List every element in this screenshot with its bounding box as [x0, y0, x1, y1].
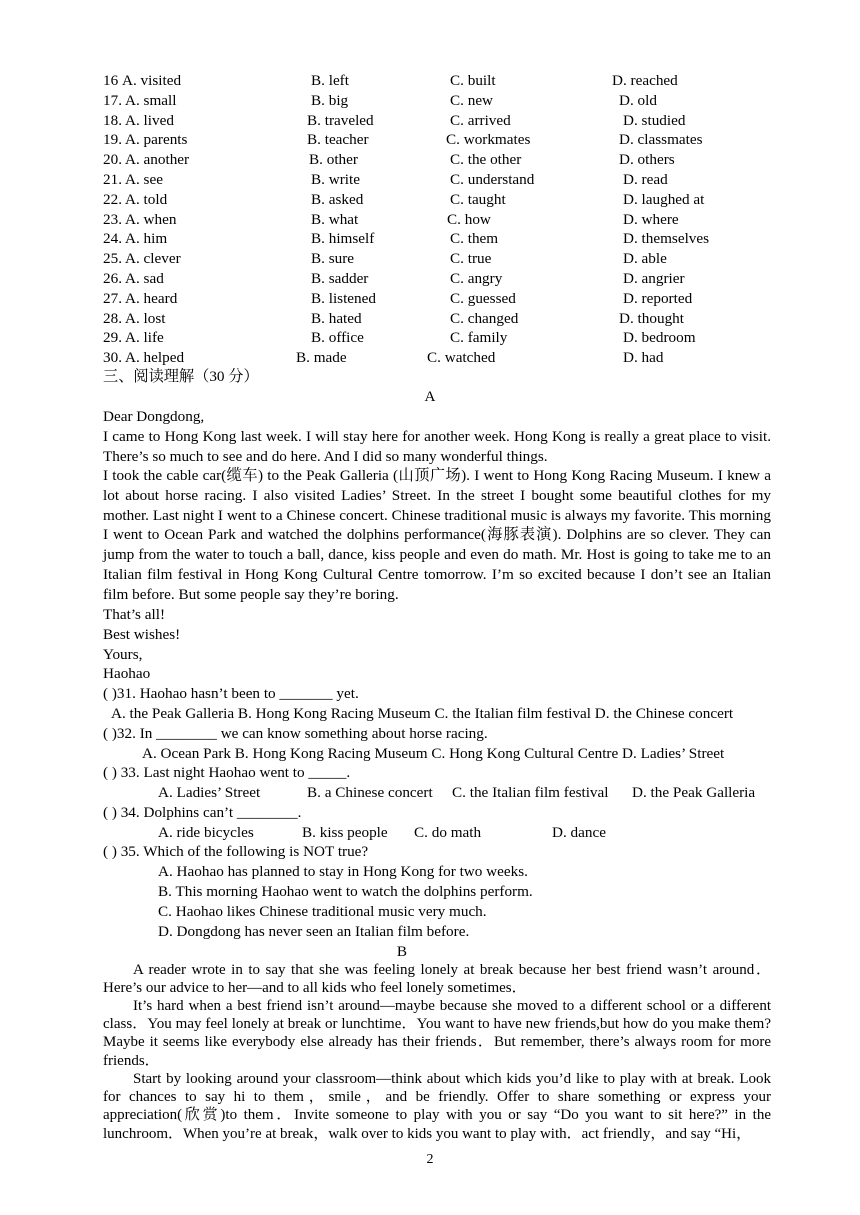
- option-d: D. studied: [623, 111, 686, 129]
- option-c: C. family: [450, 329, 508, 347]
- question-34-option-c: C. do math: [414, 824, 482, 841]
- option-d: D. angrier: [623, 270, 685, 287]
- option-a: A. visited: [122, 72, 182, 89]
- option-d: D. read: [623, 171, 668, 188]
- option-a: A. told: [125, 190, 168, 208]
- cloze-row: [0, 289, 860, 309]
- option-a: A. small: [125, 91, 177, 109]
- option-c: C. workmates: [446, 131, 531, 149]
- option-b: B. write: [311, 171, 360, 188]
- letter-closing-1: That’s all!: [103, 606, 165, 623]
- option-d: D. thought: [619, 309, 684, 327]
- passage-a-label: A: [424, 388, 436, 405]
- option-a: A. sad: [125, 270, 164, 287]
- option-d: D. had: [623, 349, 664, 367]
- option-b: B. asked: [311, 190, 364, 208]
- question-32-options: A. Ocean Park B. Hong Kong Racing Museum C. Hong Kong Cultural Centre D. Ladies’ Street: [142, 745, 725, 762]
- question-number: 28.: [103, 309, 122, 327]
- question-number: 24.: [103, 230, 122, 248]
- letter-closing-2: Best wishes!: [103, 626, 181, 643]
- option-a: A. lived: [125, 111, 174, 129]
- option-b: B. big: [311, 91, 349, 109]
- letter-paragraph-1: I came to Hong Kong last week. I will stay here for another week. Hong Kong is really a great place to visit. There’s so much to see and do here. And I did so many wonderful things.: [103, 428, 771, 465]
- option-d: D. able: [623, 250, 667, 268]
- option-c: C. changed: [450, 309, 519, 327]
- option-c: C. new: [450, 91, 494, 109]
- option-b: B. made: [296, 349, 347, 367]
- cloze-row: [0, 91, 860, 111]
- option-c: C. how: [447, 210, 491, 228]
- option-b: B. sadder: [311, 270, 369, 287]
- cloze-row: [0, 269, 860, 289]
- question-35-option-a: A. Haohao has planned to stay in Hong Kong for two weeks.: [158, 863, 528, 880]
- cloze-row: [0, 328, 860, 348]
- cloze-row: [0, 130, 860, 150]
- option-c: C. the other: [450, 151, 522, 169]
- question-number: 21.: [103, 171, 122, 188]
- question-31-options: A. the Peak Galleria B. Hong Kong Racing Museum C. the Italian film festival D. the Chinese concert: [111, 705, 734, 722]
- passage-b-paragraph-2: It’s hard when a best friend isn’t around—maybe because she moved to a different school or a different class．You may feel lonely at break or lunchtime．You want to have new friends,but how do you make them? Maybe it seems like everybody else already has their friends．But remember, there’s always room for more friends．: [103, 998, 771, 1069]
- question-33-option-a: A. Ladies’ Street: [158, 784, 261, 801]
- option-d: D. reported: [623, 289, 693, 307]
- option-b: B. hated: [311, 309, 362, 327]
- question-35-option-b: B. This morning Haohao went to watch the dolphins perform.: [158, 883, 533, 900]
- cloze-row: [0, 111, 860, 131]
- option-d: D. old: [619, 91, 657, 109]
- option-c: C. watched: [427, 349, 496, 367]
- passage-b-paragraph-3: Start by looking around your classroom—think about which kids you’d like to play with at break. Look for chances to say hi to them，smile，and be friendly. Offer to share something or express your appreciation(欣赏)to them．Invite someone to play with you or say “Do you want to sit here?” in the lunchroom．When you’re at break，walk over to kids you want to play with．act friendly，and say “Hi，: [103, 1071, 771, 1142]
- passage-b-label: B: [396, 943, 408, 960]
- page-number: 2: [426, 1152, 434, 1167]
- option-a: A. when: [125, 210, 177, 228]
- option-d: D. reached: [612, 72, 678, 89]
- question-number: 26.: [103, 270, 122, 287]
- cloze-row: [0, 348, 860, 368]
- question-34-option-a: A. ride bicycles: [158, 824, 254, 841]
- option-d: D. themselves: [623, 230, 710, 248]
- question-number: 18.: [103, 111, 122, 129]
- question-35-option-d: D. Dongdong has never seen an Italian film before.: [158, 923, 470, 940]
- letter-signature: Haohao: [103, 665, 151, 682]
- question-number: 23.: [103, 210, 122, 228]
- option-a: A. life: [125, 329, 164, 347]
- question-34: ( ) 34. Dolphins can’t ________.: [103, 804, 302, 821]
- question-number: 17.: [103, 91, 122, 109]
- option-a: A. see: [125, 171, 163, 188]
- option-d: D. classmates: [619, 131, 703, 149]
- option-a: A. him: [125, 230, 168, 248]
- option-b: B. teacher: [307, 131, 369, 149]
- question-33-option-b: B. a Chinese concert: [307, 784, 433, 801]
- option-b: B. traveled: [307, 111, 374, 129]
- cloze-row: [0, 71, 860, 91]
- cloze-row: [0, 210, 860, 230]
- question-number: 25.: [103, 250, 122, 268]
- option-c: C. true: [450, 250, 492, 268]
- option-c: C. them: [450, 230, 499, 248]
- option-c: C. taught: [450, 190, 506, 208]
- question-number: 19.: [103, 131, 122, 149]
- option-a: A. helped: [125, 349, 185, 367]
- letter-closing-3: Yours,: [103, 646, 143, 663]
- question-35-option-c: C. Haohao likes Chinese traditional music very much.: [158, 903, 487, 920]
- letter-greeting: Dear Dongdong,: [103, 408, 205, 425]
- option-c: C. built: [450, 72, 496, 89]
- question-number: 30.: [103, 349, 122, 367]
- cloze-row: [0, 150, 860, 170]
- question-33-option-c: C. the Italian film festival: [452, 784, 609, 801]
- option-b: B. other: [309, 151, 358, 169]
- question-33-option-d: D. the Peak Galleria: [632, 784, 756, 801]
- option-d: D. laughed at: [623, 190, 705, 208]
- cloze-row: [0, 249, 860, 269]
- question-34-option-b: B. kiss people: [302, 824, 388, 841]
- option-a: A. lost: [125, 309, 166, 327]
- option-d: D. bedroom: [623, 329, 696, 347]
- option-a: A. heard: [125, 289, 178, 307]
- option-b: B. himself: [311, 230, 375, 248]
- cloze-row: [0, 229, 860, 249]
- option-b: B. office: [311, 329, 364, 347]
- question-number: 27.: [103, 289, 122, 307]
- cloze-row: [0, 190, 860, 210]
- option-c: C. arrived: [450, 111, 511, 129]
- section-heading: 三、阅读理解（30 分）: [103, 368, 259, 385]
- option-a: A. parents: [125, 131, 188, 149]
- cloze-row: [0, 309, 860, 329]
- option-b: B. sure: [311, 250, 355, 268]
- question-number: 22.: [103, 190, 122, 208]
- option-d: D. others: [619, 151, 675, 169]
- option-b: B. what: [311, 210, 359, 228]
- question-number: 16: [103, 72, 119, 89]
- cloze-row: [0, 170, 860, 190]
- passage-b-paragraph-1: A reader wrote in to say that she was feeling lonely at break because her best friend wasn’t around．Here’s our advice to her—and to all kids who feel lonely sometimes．: [103, 962, 771, 997]
- option-c: C. guessed: [450, 289, 516, 307]
- option-c: C. angry: [450, 270, 503, 287]
- option-b: B. listened: [311, 289, 376, 307]
- option-b: B. left: [311, 72, 349, 89]
- option-a: A. clever: [125, 250, 181, 268]
- option-a: A. another: [125, 151, 190, 169]
- question-32: ( )32. In ________ we can know something about horse racing.: [103, 725, 488, 742]
- question-number: 29.: [103, 329, 122, 347]
- question-35: ( ) 35. Which of the following is NOT true?: [103, 843, 369, 860]
- question-number: 20.: [103, 151, 122, 169]
- question-34-option-d: D. dance: [552, 824, 606, 841]
- option-c: C. understand: [450, 171, 535, 188]
- question-31: ( )31. Haohao hasn’t been to _______ yet.: [103, 685, 359, 702]
- letter-paragraph-2: I took the cable car(缆车) to the Peak Galleria (山顶广场). I went to Hong Kong Racing Museum. I knew a lot about horse racing. I also visited Ladies’ Street. In the street I bought some beautiful clothes for my mother. Last night I went to a Chinese concert. Chinese traditional music is always my favorite. This morning I went to Ocean Park and watched the dolphins performance(海豚表演). Dolphins are so clever. They can jump from the water to touch a ball, dance, kiss people and even do math. Mr. Host is going to take me to an Italian film festival in Hong Kong Cultural Centre tomorrow. I’m so excited because I don’t see an Italian film before. But some people say they’re boring.: [103, 467, 771, 603]
- question-33: ( ) 33. Last night Haohao went to _____.: [103, 764, 351, 781]
- option-d: D. where: [623, 210, 679, 228]
